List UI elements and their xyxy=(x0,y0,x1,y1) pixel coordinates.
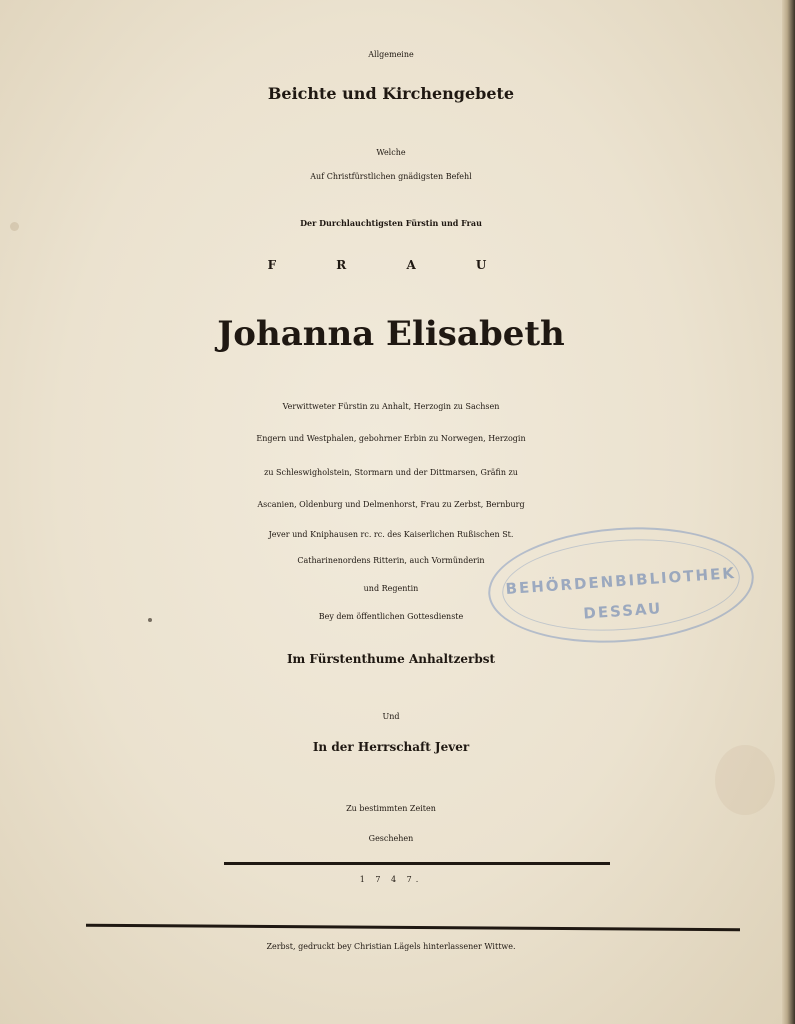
upper-rule xyxy=(224,862,610,865)
imprint: Zerbst, gedruckt bey Christian Lägels hinterlassener Wittwe. xyxy=(266,942,516,951)
title-line-welche: Welche xyxy=(376,148,406,157)
title-line-gottesdienste: Bey dem öffentlichen Gottesdienste xyxy=(318,612,464,621)
titles-line-5: Jever und Kniphausen rc. rc. des Kaiserlichen Rußischen St. xyxy=(268,530,514,539)
titles-line-3: zu Schleswigholstein, Stormarn und der Dittmarsen, Gräfin zu xyxy=(264,468,518,477)
stamp-text-top: BEHÖRDENBIBLIOTHEK xyxy=(504,563,737,599)
stamp-text-bottom: DESSAU xyxy=(582,599,663,623)
titles-line-7: und Regentin xyxy=(363,584,419,593)
title-line-zeiten: Zu bestimmten Zeiten xyxy=(346,804,436,813)
title-line-und: Und xyxy=(382,712,400,721)
name-johanna-elisabeth: Johanna Elisabeth xyxy=(217,314,565,354)
title-line-anhaltzerbst: Im Fürstenthume Anhaltzerbst xyxy=(286,652,496,666)
title-line-befehl: Auf Christfürstlichen gnädigsten Befehl xyxy=(310,172,472,181)
lower-rule xyxy=(86,924,740,932)
title-line-allgemeine: Allgemeine xyxy=(368,50,414,59)
titles-line-4: Ascanien, Oldenburg und Delmenhorst, Frau zu Zerbst, Bernburg xyxy=(257,500,525,509)
title-line-frau: F R A U xyxy=(267,258,515,272)
title-line-jever: In der Herrschaft Jever xyxy=(312,740,470,754)
publication-year: 1 7 4 7. xyxy=(359,875,423,884)
main-title: Beichte und Kirchengebete xyxy=(267,84,515,103)
title-line-geschehen: Geschehen xyxy=(368,834,414,843)
titles-line-2: Engern und Westphalen, gebohrner Erbin zu Norwegen, Herzogin xyxy=(256,434,526,443)
title-line-fuerstin: Der Durchlauchtigsten Fürstin und Frau xyxy=(300,218,482,228)
page-edge xyxy=(782,0,795,1024)
titles-line-6: Catharinenordens Ritterin, auch Vormünderin xyxy=(297,556,485,565)
titles-line-1: Verwittweter Fürstin zu Anhalt, Herzogin zu Sachsen xyxy=(282,402,500,411)
